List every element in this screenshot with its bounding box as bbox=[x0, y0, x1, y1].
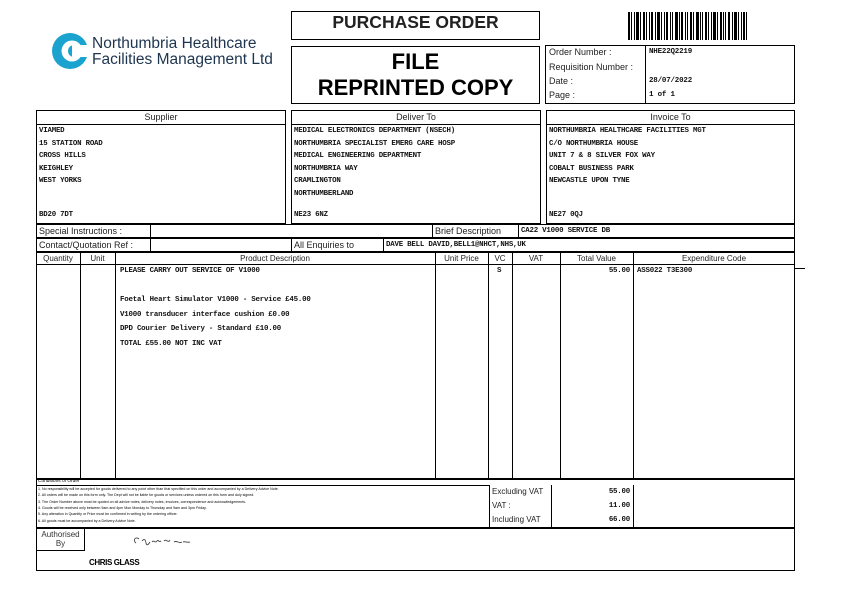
condition-line: 5. Any alteration in Quantity or Price must be confirmed in writing by the ordering officer. bbox=[38, 512, 178, 517]
supplier-address-line: VIAMED bbox=[39, 127, 65, 135]
item-description-line: PLEASE CARRY OUT SERVICE OF V1000 bbox=[120, 267, 260, 275]
condition-line: 6. All goods must be accompanied by a Delivery Advice Note. bbox=[38, 518, 136, 523]
item-vc: S bbox=[497, 267, 502, 275]
special-instructions-label: Special Instructions : bbox=[39, 225, 123, 236]
col-header-vc: VC bbox=[494, 254, 506, 263]
condition-line: 4. Goods will be received only between 9am and 4pm Mon Monday to Thursday and 9am and 3pm Friday. bbox=[38, 505, 207, 510]
col-header-expenditure: Expenditure Code bbox=[681, 254, 747, 263]
incl-vat-label: Including VAT bbox=[492, 515, 541, 524]
document-title-box bbox=[291, 11, 540, 40]
signatory-name: CHRIS GLASS bbox=[89, 558, 140, 567]
col-header-description: Product Description bbox=[240, 254, 310, 263]
stamp-line2: REPRINTED COPY bbox=[317, 75, 514, 100]
conditions-heading: Conditions of Order bbox=[38, 479, 80, 484]
deliver-address-line: MEDICAL ELECTRONICS DEPARTMENT (NSECH) bbox=[294, 127, 455, 135]
condition-line: 1. No responsibility will be accepted for goods delivered to any point other than that specified on this order and accompanied by a Delivery Advice Note. bbox=[38, 487, 279, 491]
invoice-address-line: UNIT 7 & 8 SILVER FOX WAY bbox=[549, 152, 655, 160]
supplier-address-line: CROSS HILLS bbox=[39, 152, 86, 160]
invoice-address-line: COBALT BUSINESS PARK bbox=[549, 164, 634, 173]
reprint-stamp-box bbox=[291, 46, 540, 104]
supplier-address-line: KEIGHLEY bbox=[39, 164, 73, 173]
supplier-address-line: WEST YORKS bbox=[39, 177, 82, 185]
deliver-to-heading: Deliver To bbox=[396, 112, 436, 122]
enquiries-label: All Enquiries to bbox=[294, 239, 355, 250]
col-header-unit-price: Unit Price bbox=[444, 254, 479, 263]
invoice-address-line: C/O NORTHUMBRIA HOUSE bbox=[549, 139, 638, 148]
order-number-label: Order Number : bbox=[549, 47, 612, 57]
supplier-box bbox=[36, 110, 286, 224]
barcode-icon bbox=[628, 12, 747, 40]
deliver-address-line: CRAMLINGTON bbox=[294, 177, 341, 185]
excl-vat-label: Excluding VAT bbox=[492, 487, 544, 496]
col-header-quantity: Quantity bbox=[43, 254, 73, 263]
company-name-line1: Northumbria Healthcare bbox=[92, 35, 257, 52]
authorised-label-line1: Authorised bbox=[41, 530, 80, 539]
brief-description-label: Brief Description bbox=[435, 225, 502, 236]
invoice-to-heading: Invoice To bbox=[650, 112, 691, 122]
col-header-unit: Unit bbox=[90, 254, 105, 263]
document-title: PURCHASE ORDER bbox=[332, 12, 499, 32]
page-label: Page : bbox=[549, 90, 576, 100]
items-table bbox=[36, 252, 795, 479]
date-value: 28/07/2022 bbox=[649, 77, 693, 85]
deliver-postcode: NE23 6NZ bbox=[294, 211, 328, 219]
invoice-address-line: NORTHUMBRIA HEALTHCARE FACILITIES MGT bbox=[549, 127, 706, 135]
page-value: 1 of 1 bbox=[649, 91, 675, 99]
condition-line: 2. All orders will be made on this form only. The Dept will not be liable for goods or services unless ordered on this form and duly signed. bbox=[38, 493, 255, 498]
item-description-line: DPD Courier Delivery - Standard £10.00 bbox=[120, 325, 281, 333]
supplier-postcode: BD20 7DT bbox=[39, 211, 73, 219]
vat-label: VAT : bbox=[492, 501, 511, 510]
invoice-postcode: NE27 0QJ bbox=[549, 211, 583, 219]
supplier-heading: Supplier bbox=[144, 112, 178, 122]
company-logo-icon bbox=[50, 31, 90, 71]
invoice-address-line: NEWCASTLE UPON TYNE bbox=[549, 177, 630, 185]
date-label: Date : bbox=[549, 76, 574, 86]
condition-line: 3. The Order Number above must be quoted on all advice notes, delivery notes, invoices, correspondence and acknowledgements. bbox=[38, 499, 247, 504]
supplier-address-line: 15 STATION ROAD bbox=[39, 139, 103, 148]
deliver-address-line: NORTHUMBERLAND bbox=[294, 189, 354, 198]
item-description-line: Foetal Heart Simulator V1000 - Service £45.00 bbox=[120, 296, 311, 304]
stamp-line1: FILE bbox=[391, 49, 440, 74]
handwritten-signature-icon bbox=[130, 534, 195, 550]
deliver-address-line: NORTHUMBRIA SPECIALIST EMERG CARE HOSP bbox=[294, 139, 455, 148]
requisition-label: Requisition Number : bbox=[549, 62, 634, 72]
excl-vat-value: 55.00 bbox=[608, 488, 630, 496]
authorised-label-line2: By bbox=[55, 539, 66, 548]
incl-vat-value: 66.00 bbox=[608, 516, 630, 524]
item-description-line: V1000 transducer interface cushion £0.00 bbox=[120, 310, 290, 319]
deliver-address-line: NORTHUMBRIA WAY bbox=[294, 164, 358, 173]
deliver-address-line: MEDICAL ENGINEERING DEPARTMENT bbox=[294, 152, 422, 160]
enquiries-value: DAVE BELL DAVID,BELL1@NHCT,NHS,UK bbox=[386, 240, 526, 249]
col-header-vat: VAT bbox=[528, 254, 544, 263]
item-total: 55.00 bbox=[608, 267, 630, 275]
item-expenditure: ASS022 T3E300 bbox=[637, 267, 693, 275]
col-header-total: Total Value bbox=[577, 254, 616, 263]
contact-label: Contact/Quotation Ref : bbox=[39, 239, 134, 250]
order-number-value: NHE22Q2219 bbox=[649, 48, 693, 56]
vat-value: 11.00 bbox=[608, 502, 630, 510]
item-description-line: TOTAL £55.00 NOT INC VAT bbox=[120, 339, 222, 348]
brief-description-value: CA22 V1000 SERVICE DB bbox=[521, 226, 610, 235]
company-name-line2: Facilities Management Ltd bbox=[92, 51, 273, 68]
